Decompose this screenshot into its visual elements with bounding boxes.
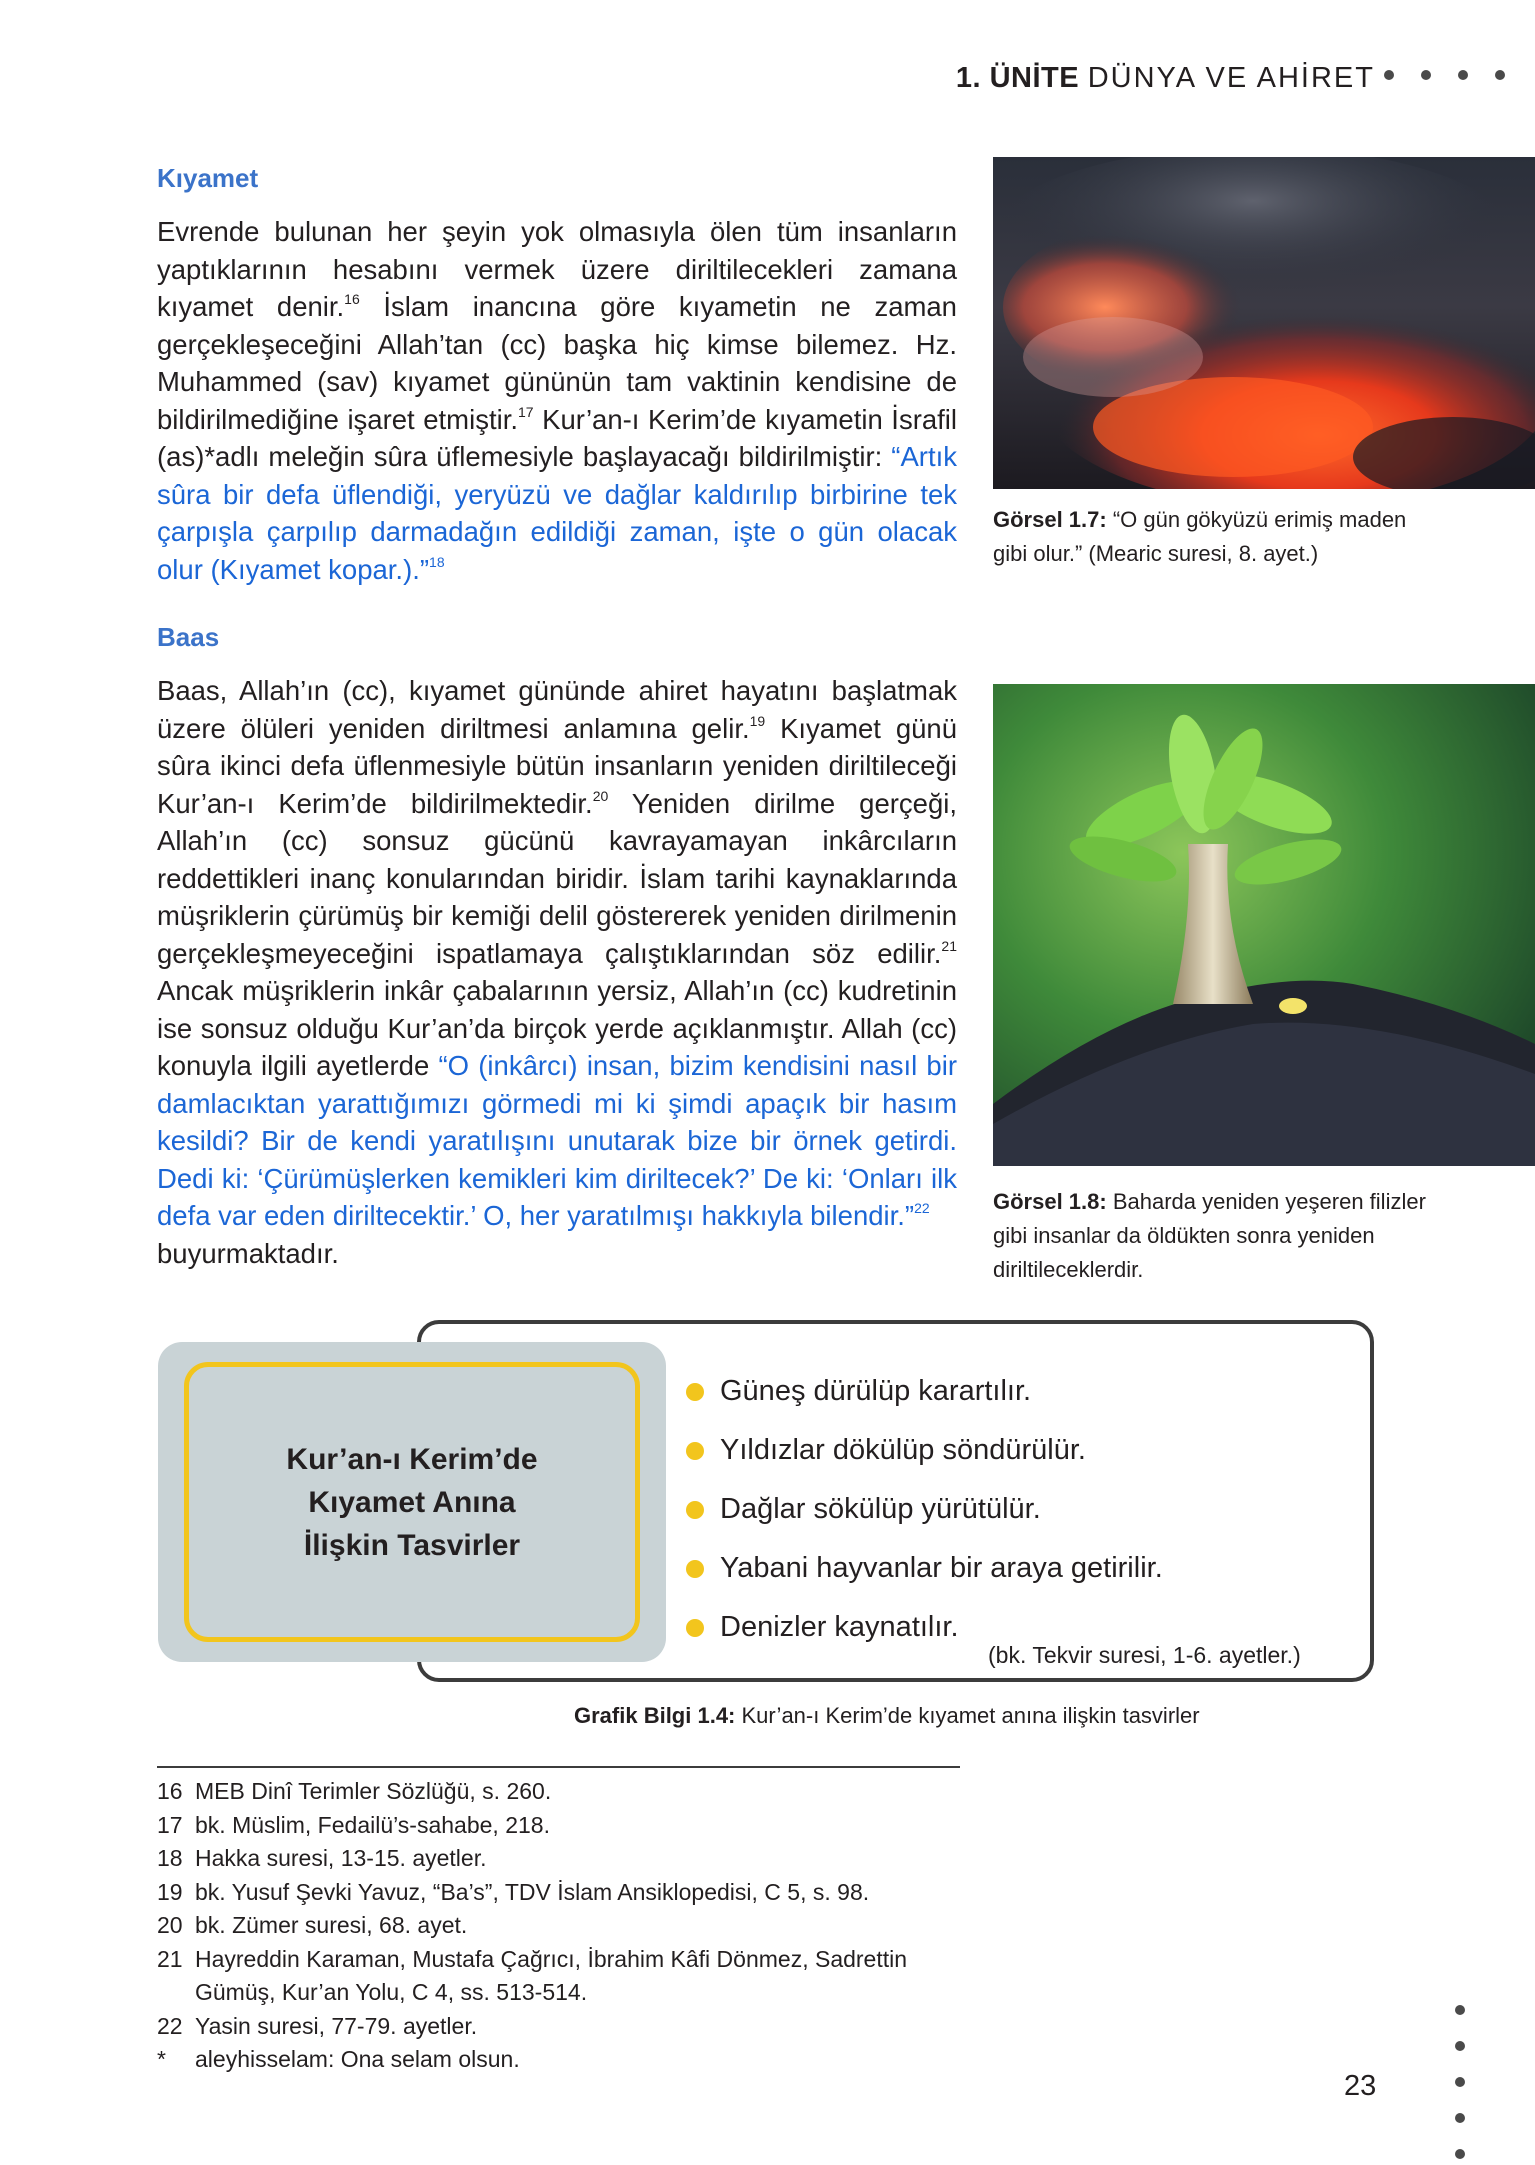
- footnote-ref: 21: [941, 937, 957, 954]
- bullet-icon: [686, 1383, 704, 1401]
- kiyamet-paragraph: Evrende bulunan her şeyin yok olmasıyla ölen tüm insanların yaptıklarının hesabını vermek üzere diriltilecekleri zamana kıyamet denir.$^{16}$ İslam inancına göre kıyametin ne zaman gerçekleşeceğini Allah’tan (cc) başka hiç kimse bilemez. Hz. Muhammed (sav) kıyamet gününün tam vaktinin kendisine de bildirilmediğine işaret etmiştir.$^{17}$ Kur’an-ı Kerim’de kıyametin İsrafil (as)*adlı meleğin sûra üflemesiyle başlayacağı bildirilmiştir: “Artık sûra bir defa üflendiği, yeryüzü ve dağlar kaldırılıp birbirine tek çarpışla çarpılıp darmadağın edildiği zaman, işte o gün olacak olur (Kıyamet kopar.).”$^{18}$: [157, 216, 958, 585]
- side-dots: [1455, 2005, 1465, 2159]
- bullet-icon: [686, 1501, 704, 1519]
- list-item: Yabani hayvanlar bir araya getirilir.: [686, 1539, 1356, 1598]
- footnote-item: 21 Hayreddin Karaman, Mustafa Çağrıcı, İbrahim Kâfi Dönmez, Sadrettin Gümüş, Kur’an Yolu, C 4, ss. 513-514.: [157, 1945, 908, 2005]
- baas-heading: Baas: [157, 622, 220, 652]
- graphic-reference: (bk. Tekvir suresi, 1-6. ayetler.): [988, 1642, 1301, 1668]
- footnote-item: 18 Hakka suresi, 13-15. ayetler.: [157, 1845, 487, 1871]
- footnote-divider: [157, 1766, 960, 1768]
- unit-number: 1. ÜNİTE: [955, 62, 1080, 94]
- footnote-item: 22 Yasin suresi, 77-79. ayetler.: [157, 2012, 478, 2039]
- graphic-caption: Grafik Bilgi 1.4: Kur’an-ı Kerim’de kıyamet anına ilişkin tasvirler: [574, 1703, 1200, 1728]
- footnote-item: 19 bk. Yusuf Şevki Yavuz, “Ba’s”, TDV İslam Ansiklopedisi, C 5, s. 98.: [157, 1878, 870, 1905]
- page-number: 23: [1344, 2070, 1377, 2102]
- list-item: Denizler kaynatılır.: [686, 1598, 1356, 1657]
- bullet-icon: [686, 1560, 704, 1578]
- figure-1-7-caption: Görsel 1.7: “O gün gökyüzü erimiş maden gibi olur.” (Mearic suresi, 8. ayet.): [993, 507, 1407, 566]
- sprout-image: [993, 684, 1535, 1166]
- footnote-item: 20 bk. Zümer suresi, 68. ayet.: [157, 1912, 468, 1938]
- footnote-ref: 19: [749, 712, 766, 729]
- unit-title: DÜNYA VE AHİRET: [1087, 62, 1375, 94]
- list-item: Yıldızlar dökülüp söndürülür.: [686, 1421, 1356, 1480]
- figure-1-8-caption: Görsel 1.8: Baharda yeniden yeşeren filizler gibi insanlar da öldükten sonra yeniden diriltileceklerdir.: [993, 1189, 1426, 1282]
- fiery-sky-image: [993, 157, 1535, 489]
- bullet-icon: [686, 1619, 704, 1637]
- footnote-ref: 22: [914, 1200, 930, 1216]
- footnote-item: 16 MEB Dinî Terimler Sözlüğü, s. 260.: [157, 1778, 552, 1804]
- bullet-icon: [686, 1442, 704, 1460]
- list-item: Dağlar sökülüp yürütülür.: [686, 1480, 1356, 1539]
- footnote-item: * aleyhisselam: Ona selam olsun.: [157, 2046, 520, 2072]
- graphic-bullet-list: [686, 1362, 1356, 1657]
- kiyamet-quote: “Artık sûra bir defa üflendiği, yeryüzü ve dağlar kaldırılıp birbirine tek çarpışla çarpılıp darmadağın edildiği zaman, işte o gün olacak olur (Kıyamet kopar.).”: [157, 441, 957, 585]
- graphic-title-frame: [184, 1362, 640, 1642]
- footnote-ref: 20: [592, 787, 609, 804]
- footnote-item: 17 bk. Müslim, Fedailü’s-sahabe, 218.: [157, 1811, 550, 1838]
- footnote-ref: 17: [518, 403, 534, 420]
- baas-quote: “O (inkârcı) insan, bizim kendisini nasıl bir damlacıktan yarattığımızı görmedi mi ki şimdi apaçık bir hasım kesildi? Bir de kendi yaratılışını unutarak bize bir örnek getirdi. Dedi ki: ‘Çürümüşlerken kemikleri kim diriltecek?’ De ki: ‘Onları ilk defa var eden diriltecektir.’ O, her yaratılmışı hakkıyla bilendir.”: [157, 1050, 957, 1231]
- footnote-ref: 16: [344, 291, 360, 307]
- page-header: [956, 62, 1375, 95]
- footnote-ref: 18: [429, 553, 445, 570]
- graphic-title: Kur’an-ı Kerim’de Kıyamet Anına İlişkin Tasvirler: [286, 1442, 538, 1562]
- baas-paragraph: Baas, Allah’ın (cc), kıyamet gününde ahiret hayatını başlatmak üzere ölüleri yeniden diriltmesi anlamına gelir.$^{19}$ Kıyamet günü sûra ikinci defa üflenmesiyle bütün insanların yeniden diriltileceği Kur’an-ı Kerim’de bildirilmektedir.$^{20}$ Yeniden dirilme gerçeği, Allah’ın (cc) sonsuz gücünü kavrayamayan inkârcıların reddettikleri inanç konularından biridir. İslam tarihi kaynaklarında müşriklerin çürümüş bir kemiği delil göstererek yeniden dirilmenin gerçekleşmeyeceğini ispatlamaya çalıştıklarından söz edilir.$^{21}$ Ancak müşriklerin inkâr çabalarının yersiz, Allah’ın (cc) kudretinin ise sonsuz olduğu Kur’an’da birçok yerde açıklanmıştır. Allah (cc) konuyla ilgili ayetlerde “O (inkârcı) insan, bizim kendisini nasıl bir damlacıktan yarattığımızı görmedi mi ki şimdi apaçık bir hasım kesildi? Bir de kendi yaratılışını unutarak bize bir örnek getirdi. Dedi ki: ‘Çürümüşlerken kemikleri kim diriltecek?’ De ki: ‘Onları ilk defa var eden diriltecektir.’ O, her yaratılmışı hakkıyla bilendir.”$^{22}$ buyurmaktadır.: [157, 675, 958, 1269]
- kiyamet-heading: Kıyamet: [157, 163, 259, 193]
- footnotes: [157, 1775, 977, 2077]
- list-item: Güneş dürülüp karartılır.: [686, 1362, 1356, 1421]
- header-dots: [1384, 70, 1505, 80]
